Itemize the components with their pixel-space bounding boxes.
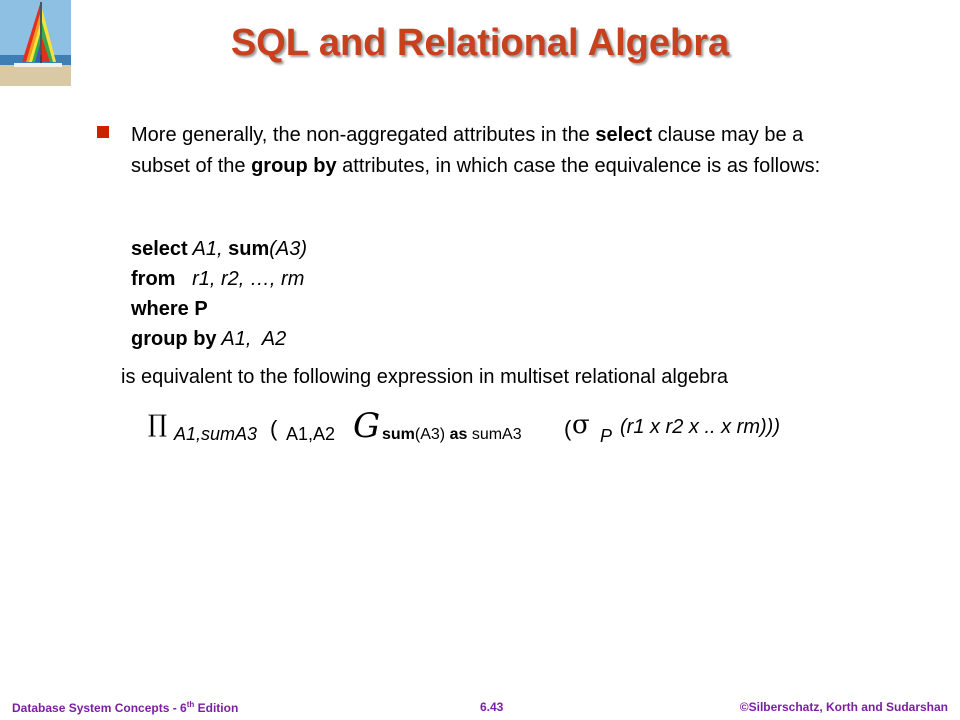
bullet-square-icon (97, 126, 109, 138)
projection-symbol: ∏ (148, 410, 168, 438)
slide-title: SQL and Relational Algebra (230, 22, 730, 64)
bullet-text: More generally, the non-aggregated attributes in the select clause may be a subset of the group by attributes, in which case the equivalence is as follows: (131, 124, 821, 177)
grouping-attributes: A1,A2 (286, 424, 336, 444)
equivalence-text: is equivalent to the following expression in multiset relational algebra (121, 366, 729, 388)
sql-query (131, 234, 307, 354)
relational-algebra-expression (148, 404, 868, 452)
select-line: select A1, sum(A3) (131, 238, 308, 260)
aggregation-function: sum(A3) as sumA3 (382, 426, 522, 443)
selection-symbol: σ (572, 410, 590, 440)
where-line: where P (131, 298, 208, 320)
selection-predicate: P (600, 426, 613, 446)
projection-subscript: A1,sumA3 (174, 424, 258, 444)
group-by-keyword: group by (251, 155, 337, 177)
open-paren: ( (270, 416, 278, 441)
slide-footer (0, 698, 960, 716)
footer-copyright: ©Silberschatz, Korth and Sudarshan (739, 700, 948, 714)
open-paren-2: ( (564, 416, 572, 441)
from-line: from r1, r2, …, rm (131, 268, 305, 290)
select-keyword: select (595, 124, 653, 146)
footer-page-number: 6.43 (480, 700, 504, 714)
aggregation-symbol: G (353, 406, 381, 446)
relation-arguments: (r1 x r2 x .. x rm))) (620, 416, 780, 438)
group-by-line: group by A1, A2 (131, 328, 287, 350)
footer-book-title: Database System Concepts - 6th Edition (12, 700, 239, 715)
